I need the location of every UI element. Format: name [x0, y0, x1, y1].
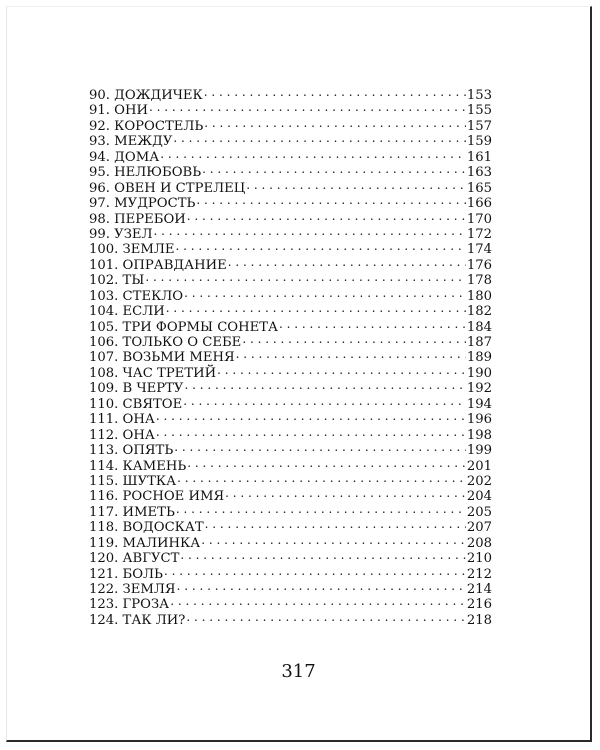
toc-entry [89, 319, 492, 334]
toc-entry-page: 170 [466, 211, 492, 227]
toc-leader-dots [176, 504, 466, 516]
toc-entry-page: 163 [466, 165, 492, 181]
toc-entry [89, 102, 492, 117]
toc-leader-dots [170, 596, 466, 608]
toc-entry [89, 303, 492, 318]
toc-entry-page: 184 [466, 319, 492, 335]
toc-entry-page: 178 [466, 273, 492, 289]
toc-leader-dots [187, 211, 466, 223]
toc-entry-page: 161 [466, 149, 492, 165]
toc-entry-title: 102. ТЫ [89, 273, 145, 289]
toc-leader-dots [228, 257, 466, 269]
toc-entry-title: 91. ОНИ [89, 103, 148, 119]
toc-leader-dots [184, 288, 466, 300]
toc-entry-title: 105. ТРИ ФОРМЫ СОНЕТА [89, 319, 279, 335]
table-of-contents [89, 87, 492, 627]
toc-entry-page: 196 [466, 412, 492, 428]
toc-entry-title: 111. ОНА [89, 412, 155, 428]
toc-entry-page: 159 [466, 134, 492, 150]
toc-entry [89, 226, 492, 241]
toc-entry [89, 566, 492, 581]
toc-entry [89, 288, 492, 303]
toc-leader-dots [177, 473, 466, 485]
toc-leader-dots [156, 411, 466, 423]
toc-entry-page: 153 [466, 88, 492, 103]
toc-entry-title: 98. ПЕРЕБОИ [89, 211, 186, 227]
toc-entry [89, 380, 492, 395]
toc-entry [89, 581, 492, 596]
toc-leader-dots [186, 612, 466, 624]
toc-entry-page: 207 [466, 520, 492, 536]
toc-entry-title: 121. БОЛЬ [89, 566, 163, 582]
toc-leader-dots [180, 550, 465, 562]
toc-entry [89, 164, 492, 179]
toc-entry-title: 95. НЕЛЮБОВЬ [89, 165, 202, 181]
toc-entry-title: 112. ОНА [89, 427, 155, 443]
toc-entry [89, 488, 492, 503]
toc-entry [89, 596, 492, 611]
toc-entry-page: 199 [466, 443, 492, 459]
toc-entry-title: 122. ЗЕМЛЯ [89, 582, 176, 597]
toc-entry-page: 176 [466, 257, 492, 273]
toc-entry [89, 535, 492, 550]
toc-entry-page: 192 [466, 381, 492, 397]
toc-entry-page: 174 [466, 242, 492, 258]
toc-entry-title: 117. ИМЕТЬ [89, 504, 175, 520]
toc-entry-title: 119. МАЛИНКА [89, 535, 201, 551]
toc-entry [89, 442, 492, 457]
toc-leader-dots [173, 133, 465, 145]
toc-leader-dots [204, 87, 466, 99]
page-number: 317 [281, 661, 316, 682]
toc-entry [89, 334, 492, 349]
toc-entry [89, 427, 492, 442]
toc-entry [89, 241, 492, 256]
toc-entry-page: 214 [466, 582, 492, 597]
toc-leader-dots [196, 195, 465, 207]
toc-leader-dots [187, 458, 466, 470]
toc-leader-dots [204, 118, 466, 130]
toc-entry-page: 218 [466, 612, 492, 628]
toc-entry [89, 612, 492, 627]
toc-entry-page: 190 [466, 365, 492, 381]
toc-entry [89, 473, 492, 488]
toc-entry-page: 202 [466, 473, 492, 489]
toc-leader-dots [154, 226, 466, 238]
toc-entry [89, 257, 492, 272]
toc-leader-dots [176, 241, 466, 253]
toc-leader-dots [184, 380, 465, 392]
toc-leader-dots [242, 334, 466, 346]
toc-leader-dots [225, 488, 466, 500]
toc-entry-title: 120. АВГУСТ [89, 551, 180, 567]
toc-leader-dots [164, 566, 466, 578]
toc-entry [89, 504, 492, 519]
toc-entry-title: 97. МУДРОСТЬ [89, 196, 196, 212]
toc-entry [89, 149, 492, 164]
toc-leader-dots [145, 272, 466, 284]
toc-entry-title: 124. ТАК ЛИ? [89, 612, 186, 628]
toc-leader-dots [205, 519, 466, 531]
toc-entry-page: 166 [466, 196, 492, 212]
toc-entry [89, 87, 492, 102]
toc-entry [89, 458, 492, 473]
toc-entry-page: 194 [466, 396, 492, 412]
toc-entry [89, 411, 492, 426]
toc-leader-dots [202, 164, 466, 176]
toc-entry [89, 396, 492, 411]
toc-entry-page: 212 [466, 566, 492, 582]
toc-entry-title: 123. ГРОЗА [89, 597, 170, 613]
toc-entry-page: 208 [466, 535, 492, 551]
toc-entry-page: 189 [466, 350, 492, 366]
toc-entry [89, 118, 492, 133]
toc-entry-page: 165 [466, 180, 492, 196]
toc-entry-page: 216 [466, 597, 492, 613]
toc-leader-dots [217, 365, 466, 377]
toc-entry-title: 107. ВОЗЬМИ МЕНЯ [89, 350, 235, 366]
toc-leader-dots [156, 427, 466, 439]
toc-entry-page: 155 [466, 103, 492, 119]
toc-entry [89, 272, 492, 287]
toc-entry-title: 101. ОПРАВДАНИЕ [89, 257, 227, 273]
toc-entry-page: 198 [466, 427, 492, 443]
toc-entry-title: 94. ДОМА [89, 149, 160, 165]
toc-entry-title: 99. УЗЕЛ [89, 226, 153, 242]
toc-leader-dots [160, 149, 466, 161]
toc-entry [89, 365, 492, 380]
book-page [6, 6, 592, 742]
toc-entry-page: 182 [466, 304, 492, 320]
toc-entry-title: 104. ЕСЛИ [89, 304, 165, 320]
toc-entry-title: 90. ДОЖДИЧЕК [89, 88, 203, 103]
toc-entry-title: 118. ВОДОСКАТ [89, 520, 204, 536]
toc-leader-dots [236, 349, 466, 361]
toc-entry [89, 550, 492, 565]
toc-entry-page: 187 [466, 335, 492, 350]
toc-entry-page: 157 [466, 118, 492, 134]
toc-entry-title: 103. СТЕКЛО [89, 288, 184, 304]
toc-entry-title: 106. ТОЛЬКО О СЕБЕ [89, 335, 242, 350]
toc-entry-page: 180 [466, 288, 492, 304]
toc-entry [89, 180, 492, 195]
toc-entry-title: 110. СВЯТОЕ [89, 396, 183, 412]
toc-entry-title: 108. ЧАС ТРЕТИЙ [89, 365, 217, 381]
toc-entry [89, 211, 492, 226]
toc-entry-title: 113. ОПЯТЬ [89, 443, 174, 459]
toc-entry-page: 204 [466, 489, 492, 505]
toc-entry-page: 210 [466, 551, 492, 567]
toc-leader-dots [279, 319, 466, 331]
toc-leader-dots [201, 535, 466, 547]
toc-entry-title: 109. В ЧЕРТУ [89, 381, 184, 397]
toc-entry-title: 116. РОСНОЕ ИМЯ [89, 489, 225, 505]
toc-entry-title: 100. ЗЕМЛЕ [89, 242, 175, 258]
toc-entry-title: 114. КАМЕНЬ [89, 458, 187, 474]
toc-entry-title: 96. ОВЕН И СТРЕЛЕЦ [89, 180, 246, 196]
toc-entry-page: 201 [466, 458, 492, 474]
toc-leader-dots [174, 442, 466, 454]
toc-entry-title: 115. ШУТКА [89, 473, 177, 489]
toc-entry [89, 195, 492, 210]
toc-leader-dots [149, 102, 466, 114]
toc-entry [89, 133, 492, 148]
toc-entry [89, 349, 492, 364]
toc-leader-dots [166, 303, 466, 315]
toc-entry-title: 92. КОРОСТЕЛЬ [89, 118, 204, 134]
toc-entry-title: 93. МЕЖДУ [89, 134, 173, 150]
toc-leader-dots [177, 581, 466, 593]
toc-leader-dots [183, 396, 466, 408]
toc-entry [89, 519, 492, 534]
toc-leader-dots [246, 180, 466, 192]
toc-entry-page: 205 [466, 504, 492, 520]
toc-entry-page: 172 [466, 226, 492, 242]
